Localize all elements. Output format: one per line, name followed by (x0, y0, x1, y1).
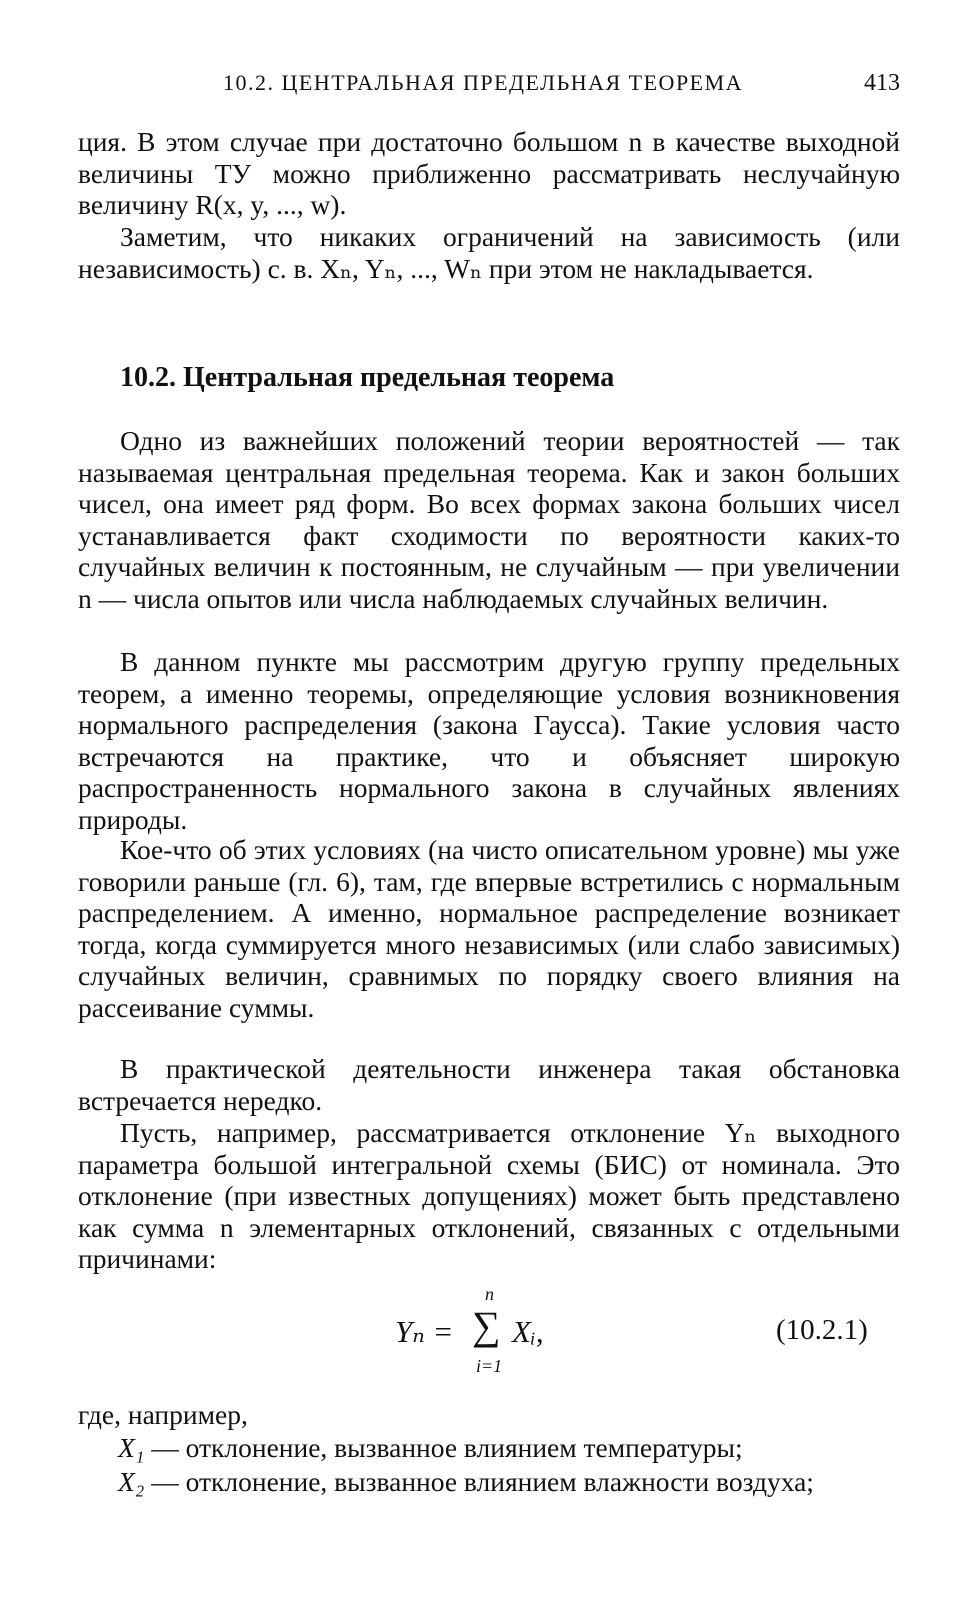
definition-symbol: X₂ (118, 1466, 145, 1497)
paragraph-engineering: В практической деятельности инженера такая обстановка встречается нередко. (78, 1053, 900, 1116)
definition-symbol: X₁ (118, 1432, 145, 1463)
paragraph-intro-1: ция. В этом случае при достаточно большом n в качестве выходной величины ТУ можно приближенно рассматривать неслучайную величину R(x, y, ..., w). (78, 126, 900, 220)
running-head-title: 10.2. ЦЕНТРАЛЬНАЯ ПРЕДЕЛЬНАЯ ТЕОРЕМА (223, 70, 744, 95)
definition-text: — отклонение, вызванное влиянием температуры; (151, 1432, 743, 1463)
definition-x1 (118, 1432, 900, 1464)
sum-upper-limit: n (485, 1284, 494, 1304)
equation-term: Xᵢ, (512, 1314, 544, 1349)
section-heading: 10.2. Центральная предельная теорема (120, 362, 615, 393)
equation-number: (10.2.1) (776, 1314, 868, 1346)
definition-x2 (118, 1466, 900, 1498)
equation-10-2-1 (0, 1284, 979, 1398)
definition-text: — отклонение, вызванное влиянием влажности воздуха; (151, 1466, 814, 1497)
where-line: где, например, (78, 1399, 248, 1430)
page-number: 413 (864, 70, 900, 96)
paragraph-intro-2: Заметим, что никаких ограничений на зависимость (или независимость) с. в. Xₙ, Yₙ, ..., Wₙ при этом не накладывается. (78, 221, 900, 284)
paragraph-limit-theorems: В данном пункте мы рассмотрим другую группу предельных теорем, а именно теоремы, определяющие условия возникновения нормального распределения (закона Гаусса). Такие условия часто встречаются на практике, что и объясняет широкую распространенность нормального закона в случайных явлениях природы. (78, 646, 900, 835)
paragraph-deviation-example: Пусть, например, рассматривается отклонение Yₙ выходного параметра большой интегральной схемы (БИС) от номинала. Это отклонение (при известных допущениях) может быть представлено как сумма n элементарных отклонений, связанных с отдельными причинами: (78, 1117, 900, 1274)
equation-lhs: Yₙ = (395, 1314, 454, 1349)
paragraph-conditions: Кое-что об этих условиях (на чисто описательном уровне) мы уже говорили раньше (гл. 6), там, где впервые встретились с нормальным распределением. А именно, нормальное распределение возникает тогда, когда суммируется много независимых (или слабо зависимых) случайных величин, сравнимых по порядку своего влияния на рассеивание суммы. (78, 834, 900, 1023)
sum-sigma-symbol: ∑ (472, 1303, 501, 1348)
sum-lower-limit: i=1 (476, 1356, 503, 1376)
paragraph-clt-intro: Одно из важнейших положений теории вероятностей — так называемая центральная предельная теорема. Как и закон больших чисел, она имеет ряд форм. Во всех формах закона больших чисел устанавливается факт сходимости по вероятности каких-то случайных величин к постоянным, не случайным — при увеличении n — числа опытов или числа наблюдаемых случайных величин. (78, 425, 900, 614)
running-head (78, 70, 900, 106)
